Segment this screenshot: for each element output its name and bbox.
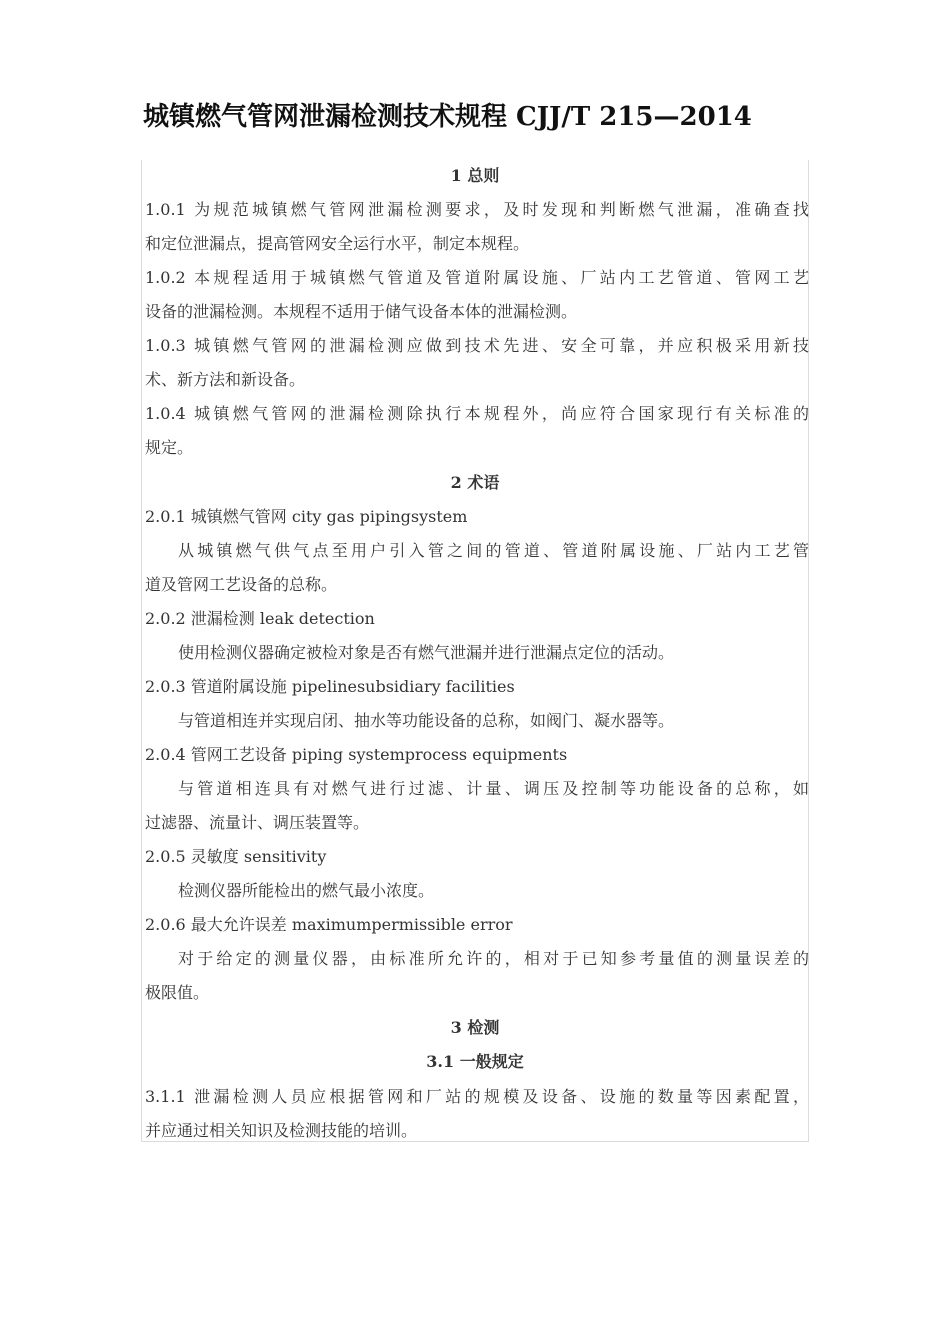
term-2-0-1-definition-line-1: 从城镇燃气供气点至用户引入管之间的管道、管道附属设施、厂站内工艺管 <box>178 541 809 560</box>
term-2-0-1-definition-line-2: 道及管网工艺设备的总称。 <box>145 575 338 594</box>
term-2-0-4-definition-line-1: 与管道相连具有对燃气进行过滤、计量、调压及控制等功能设备的总称，如 <box>178 779 809 798</box>
section-heading-terms: 2 术语 <box>450 473 500 492</box>
document-title: 城镇燃气管网泄漏检测技术规程 CJJ/T 215—2014 <box>143 102 752 132</box>
section-heading-general: 1 总则 <box>450 166 500 185</box>
clause-1-0-4-line-1: 1.0.4 城镇燃气管网的泄漏检测除执行本规程外，尚应符合国家现行有关标准的 <box>145 404 809 423</box>
clause-1-0-4-line-2: 规定。 <box>145 438 194 457</box>
clause-1-0-3-line-1: 1.0.3 城镇燃气管网的泄漏检测应做到技术先进、安全可靠，并应积极采用新技 <box>145 336 809 355</box>
clause-3-1-1-line-1: 3.1.1 泄漏检测人员应根据管网和厂站的规模及设备、设施的数量等因素配置， <box>145 1087 809 1106</box>
clause-1-0-1-line-1: 1.0.1 为规范城镇燃气管网泄漏检测要求，及时发现和判断燃气泄漏，准确查找 <box>145 200 809 219</box>
term-2-0-4: 2.0.4 管网工艺设备 piping systemprocess equipments <box>145 745 568 764</box>
section-heading-detection: 3 检测 <box>450 1018 500 1037</box>
subsection-heading-general-provisions: 3.1 一般规定 <box>426 1052 524 1071</box>
term-2-0-6: 2.0.6 最大允许误差 maximumpermissible error <box>145 915 513 934</box>
term-2-0-4-definition-line-2: 过滤器、流量计、调压装置等。 <box>145 813 370 832</box>
clause-1-0-2-line-2: 设备的泄漏检测。本规程不适用于储气设备本体的泄漏检测。 <box>145 302 578 321</box>
term-2-0-2-definition: 使用检测仪器确定被检对象是否有燃气泄漏并进行泄漏点定位的活动。 <box>178 643 675 662</box>
clause-1-0-3-line-2: 术、新方法和新设备。 <box>145 370 306 389</box>
term-2-0-5-definition: 检测仪器所能检出的燃气最小浓度。 <box>178 881 435 900</box>
clause-1-0-1-line-2: 和定位泄漏点，提高管网安全运行水平，制定本规程。 <box>145 234 530 253</box>
clause-1-0-2-line-1: 1.0.2 本规程适用于城镇燃气管道及管道附属设施、厂站内工艺管道、管网工艺 <box>145 268 809 287</box>
term-2-0-5: 2.0.5 灵敏度 sensitivity <box>145 847 327 866</box>
term-2-0-6-definition-line-2: 极限值。 <box>145 983 210 1002</box>
clause-3-1-1-line-2: 并应通过相关知识及检测技能的培训。 <box>145 1121 418 1140</box>
term-2-0-2: 2.0.2 泄漏检测 leak detection <box>145 609 375 628</box>
term-2-0-1: 2.0.1 城镇燃气管网 city gas pipingsystem <box>145 507 468 526</box>
term-2-0-3-definition: 与管道相连并实现启闭、抽水等功能设备的总称，如阀门、凝水器等。 <box>178 711 675 730</box>
term-2-0-3: 2.0.3 管道附属设施 pipelinesubsidiary facilities <box>145 677 515 696</box>
term-2-0-6-definition-line-1: 对于给定的测量仪器，由标准所允许的，相对于已知参考量值的测量误差的 <box>178 949 809 968</box>
